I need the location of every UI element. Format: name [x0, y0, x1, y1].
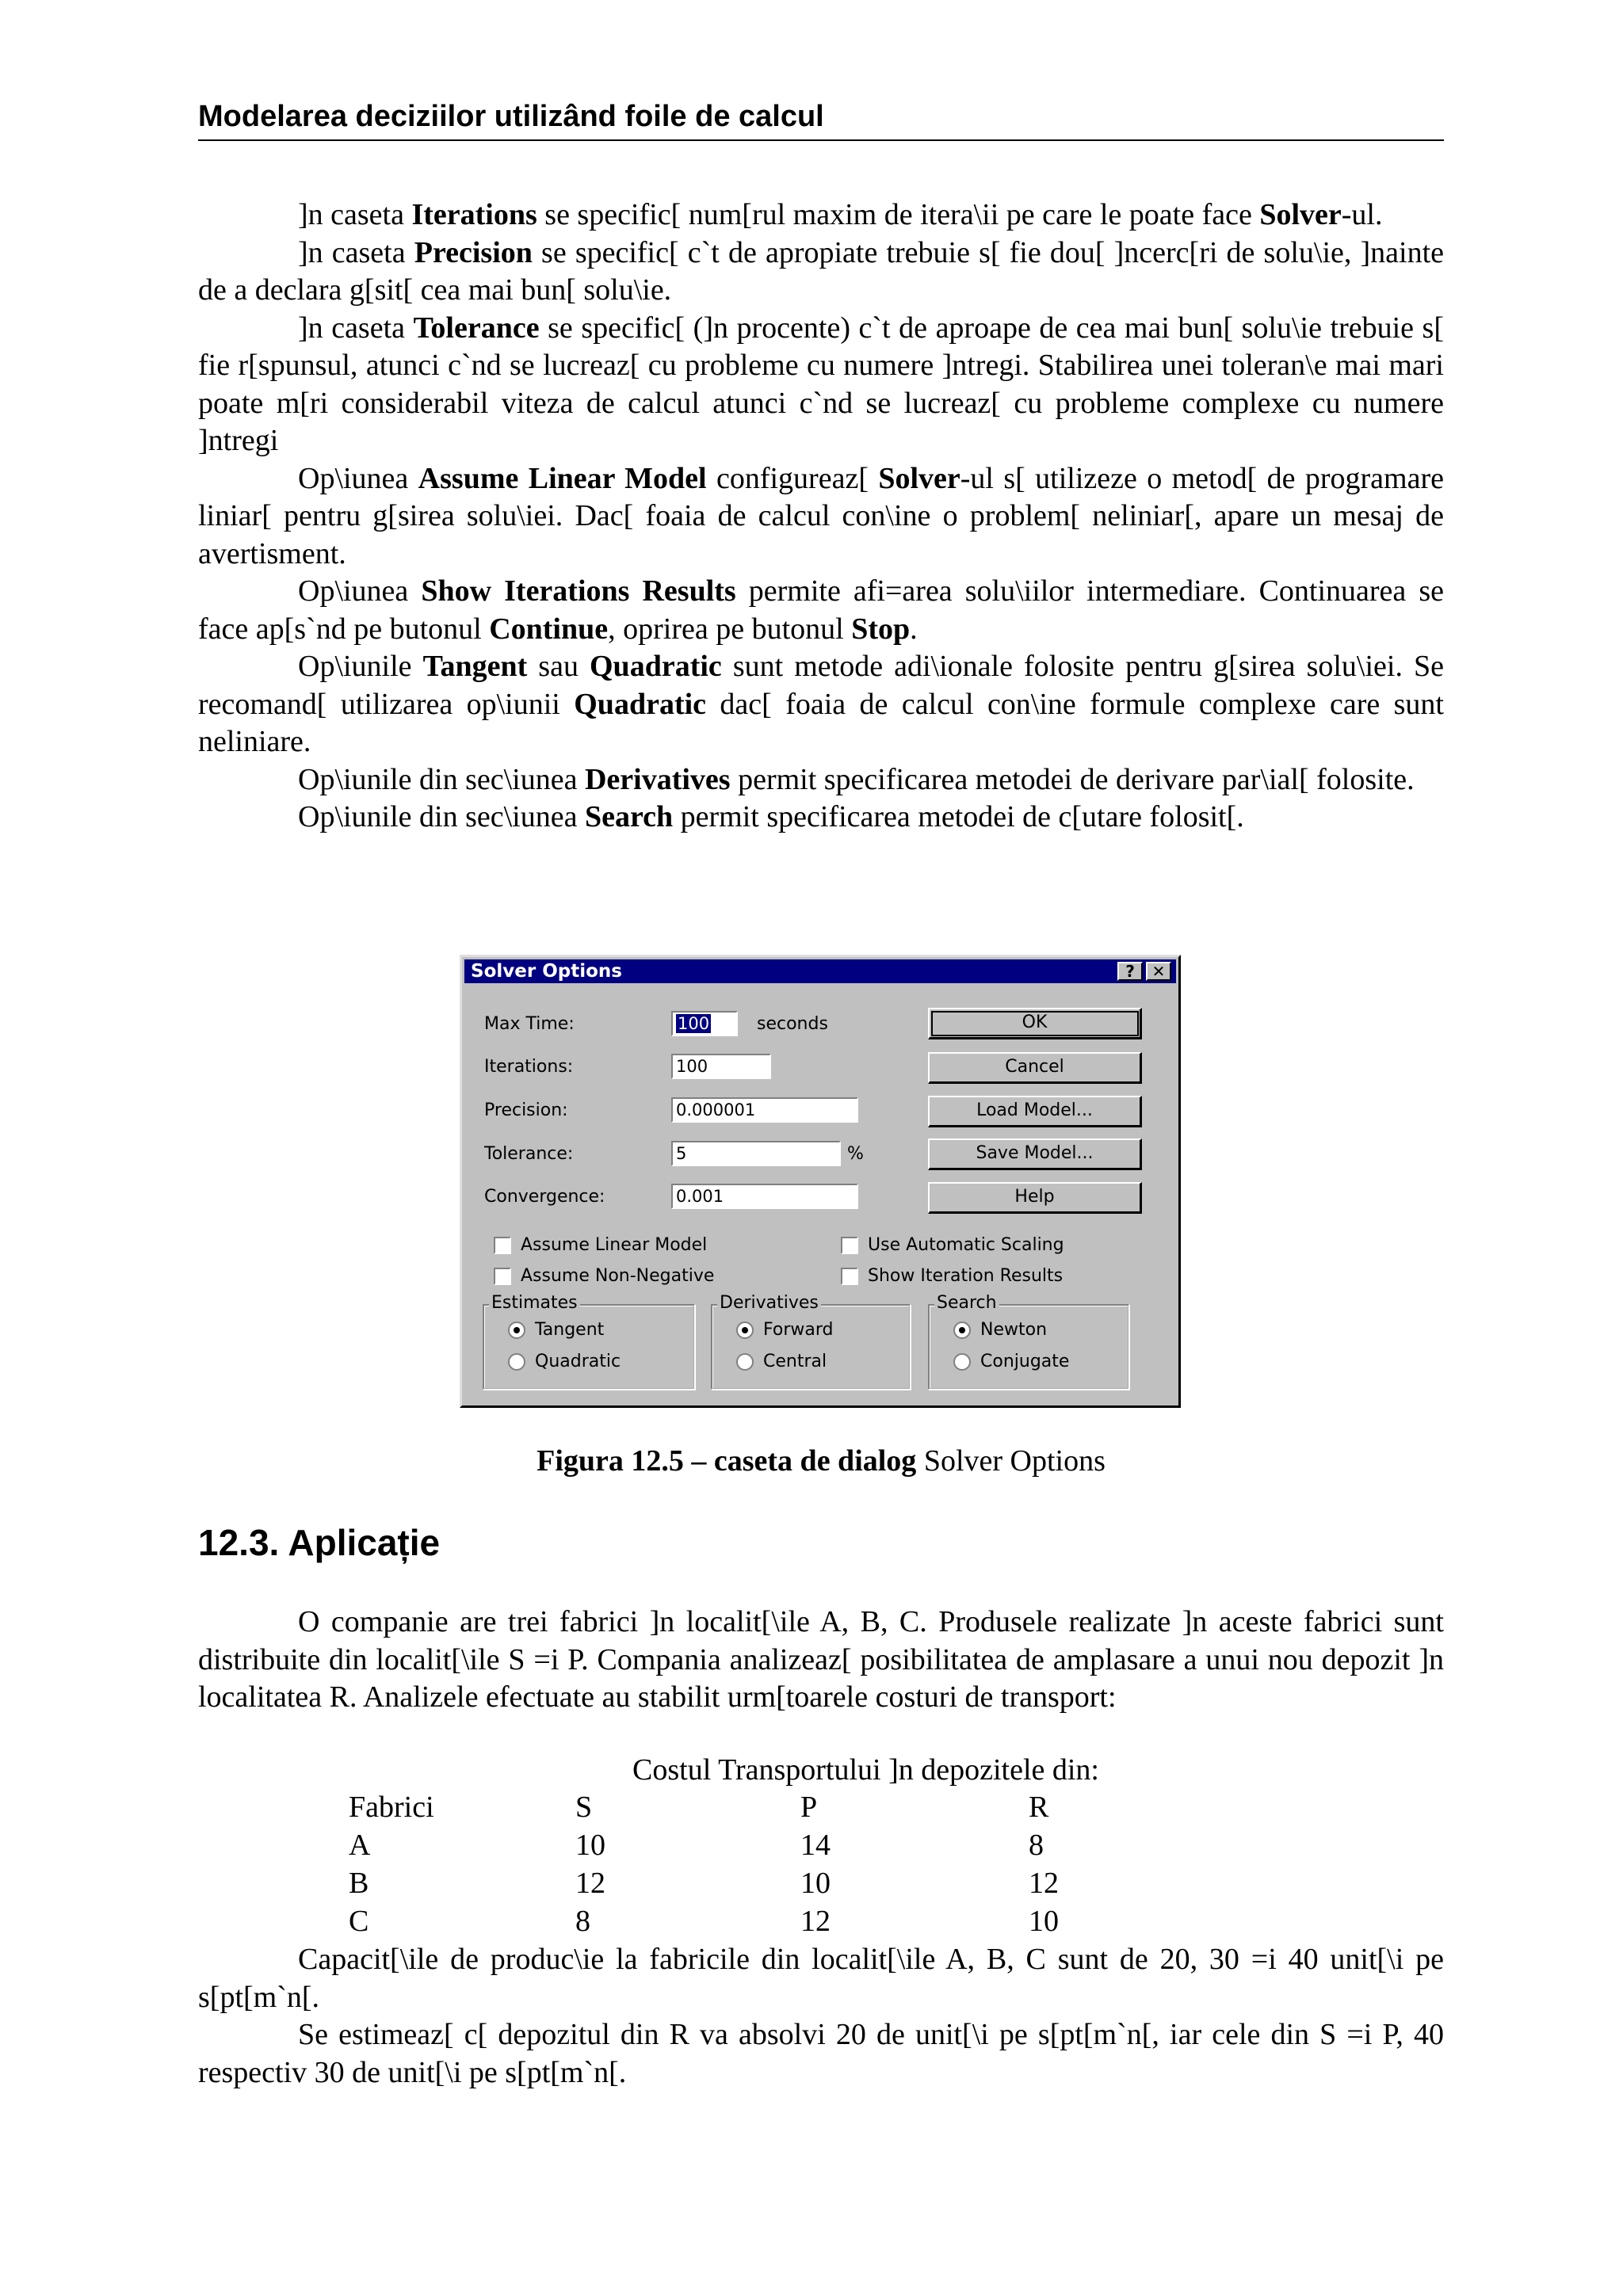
capacity-paragraph: Capacit[\ile de produc\ie la fabricile din localit[\ile A, B, C sunt de 20, 30 =i 40 unit[\i pe s[pt[m`n[. [198, 1943, 1444, 2014]
text-run: configureaz[ [706, 461, 879, 495]
bold-term: Stop [851, 612, 911, 646]
estimate-paragraph: Se estimeaz[ c[ depozitul din R va absolvi 20 de unit[\i pe s[pt[m`n[, iar cele din S =i P, 40 respectiv 30 de unit[\i pe s[pt[m`n[. [198, 2018, 1444, 2089]
text-run: sunt metode adi\ionale folosite pentru g[sirea solu\iei. Se recomand[ utilizarea op\iunii [198, 650, 1444, 721]
text-run: ]n caseta [298, 198, 412, 231]
section-heading: 12.3. Aplicație [198, 1522, 441, 1563]
precision-label: Precision: [484, 1100, 568, 1120]
table-title: Costul Transportului ]n depozitele din: [632, 1753, 1099, 1787]
newton-radio[interactable] [953, 1322, 971, 1339]
text-run: , oprirea pe butonul [608, 612, 852, 646]
conjugate-label: Conjugate [980, 1352, 1070, 1371]
assume-linear-label: Assume Linear Model [521, 1235, 708, 1255]
estimates-group [483, 1304, 695, 1390]
table-header-cell: R [1029, 1791, 1049, 1824]
forward-radio[interactable] [736, 1322, 754, 1339]
central-radio[interactable] [736, 1353, 754, 1371]
bold-term: Tangent [422, 650, 528, 683]
text-run: Op\iunile [298, 650, 423, 683]
table-header-cell: Fabrici [349, 1791, 434, 1824]
text-run: sau [527, 650, 590, 683]
table-cell: 12 [575, 1867, 605, 1900]
convergence-label: Convergence: [484, 1187, 605, 1207]
text-run: dac[ foaia de calcul con\ine formule complexe care sunt neliniare. [198, 687, 1444, 758]
max-time-value: 100 [678, 1014, 710, 1033]
running-header: Modelarea deciziilor utilizând foile de calcul [198, 100, 824, 133]
load-model-button[interactable]: Load Model... [928, 1096, 1142, 1127]
bold-term: Tolerance [413, 311, 540, 345]
application-intro: O companie are trei fabrici ]n localit[\ile A, B, C. Produsele realizate ]n aceste fabrici sunt distribuite din localit[\ile S =i P. Compania analizeaz[ posibilitatea de amplasare a unui nou depozit ]n localitatea R. Analizele efectuate au stabilit urm[toarele costuri de transport: [198, 1605, 1444, 1714]
auto-scaling-checkbox[interactable] [841, 1237, 858, 1254]
paragraph-show-iterations [198, 573, 1444, 648]
show-iteration-label: Show Iteration Results [868, 1266, 1064, 1286]
table-cell: 10 [575, 1829, 605, 1862]
estimates-legend: Estimates [489, 1293, 580, 1313]
text-run: permit specificarea metodei de c[utare folosit[. [673, 800, 1244, 833]
bold-term: Iterations [411, 198, 537, 231]
precision-input[interactable]: 0.000001 [671, 1097, 858, 1123]
paragraph-iterations [198, 196, 1444, 235]
auto-scaling-label: Use Automatic Scaling [868, 1235, 1064, 1255]
text-run: se specific[ (]n procente) c`t de aproape de cea mai bun[ solu\ie trebuie s[ fie r[spunsul, atunci c`nd se lucreaz[ cu probleme cu numere ]ntregi. Stabilirea unei toleran\e mai mari poate m[ri considerabil viteza de calcul atunci c`nd se lucreaz[ cu probleme complexe cu numere ]ntregi [198, 311, 1445, 457]
table-header-cell: S [575, 1791, 593, 1824]
derivatives-group [711, 1304, 911, 1390]
table-cell: 8 [1029, 1829, 1044, 1862]
bold-term: Continue [489, 612, 609, 646]
paragraph-precision [198, 235, 1444, 310]
text-run: se specific[ num[rul maxim de itera\ii pe care le poate face [537, 198, 1260, 231]
caption-bold: Figura 12.5 – caseta de dialog [537, 1444, 917, 1478]
text-run: ]n caseta [298, 311, 414, 345]
seconds-label: seconds [757, 1014, 828, 1034]
table-cell: A [349, 1829, 371, 1862]
text-run: permite afi=area solu\iilor intermediare. Continuarea se face ap[s`nd pe butonul [198, 574, 1445, 646]
text-run: ]n caseta [298, 235, 414, 269]
help-button[interactable]: Help [928, 1182, 1142, 1214]
caption-normal: Solver Options [916, 1444, 1106, 1478]
show-iteration-checkbox[interactable] [841, 1268, 858, 1285]
text-run: -ul. [1341, 198, 1383, 231]
bold-term: Derivatives [584, 762, 731, 796]
bold-term: Precision [414, 235, 533, 269]
bold-term: Show Iterations Results [421, 574, 736, 608]
body-text [198, 196, 1444, 837]
iterations-label: Iterations: [484, 1057, 574, 1077]
bold-term: Solver [878, 461, 960, 495]
paragraph-search [198, 799, 1444, 837]
cancel-button[interactable]: Cancel [928, 1052, 1142, 1084]
central-label: Central [763, 1352, 827, 1371]
save-model-button[interactable]: Save Model... [928, 1138, 1142, 1170]
table-cell: 10 [800, 1867, 831, 1900]
table-header-cell: P [800, 1791, 818, 1824]
assume-nonneg-label: Assume Non-Negative [521, 1266, 715, 1286]
figure-caption [198, 1444, 1444, 1478]
text-run: Op\iunile din sec\iunea [298, 762, 585, 796]
assume-linear-checkbox[interactable] [494, 1237, 511, 1254]
conjugate-radio[interactable] [953, 1353, 971, 1371]
derivatives-legend: Derivatives [717, 1293, 821, 1313]
table-cell: B [349, 1867, 369, 1900]
text-run: se specific[ c`t de apropiate trebuie s[ fie dou[ ]ncerc[ri de solu\ie, ]nainte de a declara g[sit[ cea mai bun[ solu\ie. [198, 235, 1444, 307]
forward-label: Forward [763, 1320, 834, 1340]
max-time-label: Max Time: [484, 1014, 575, 1034]
table-cell: C [349, 1905, 369, 1938]
tangent-radio[interactable] [508, 1322, 525, 1339]
newton-label: Newton [980, 1320, 1048, 1340]
assume-nonneg-checkbox[interactable] [494, 1268, 511, 1285]
quadratic-radio[interactable] [508, 1353, 525, 1371]
bold-term: Search [584, 800, 674, 833]
tangent-label: Tangent [535, 1320, 605, 1340]
ok-button[interactable]: OK [928, 1008, 1142, 1039]
text-run: -ul s[ utilizeze o metod[ de programare liniar[ pentru g[sirea solu\iei. Dac[ foaia de calcul con\ine o problem[ neliniar[, apare un mesaj de avertisment. [198, 461, 1444, 570]
text-run: . [910, 612, 918, 646]
bold-term: Quadratic [574, 687, 707, 721]
table-cell: 10 [1029, 1905, 1059, 1938]
header-rule [198, 139, 1444, 141]
text-run: Op\iunile din sec\iunea [298, 800, 585, 833]
help-icon[interactable]: ? [1117, 962, 1143, 981]
table-cell: 8 [575, 1905, 590, 1938]
bold-term: Solver [1259, 198, 1342, 231]
search-group [928, 1304, 1129, 1390]
search-legend: Search [934, 1293, 999, 1313]
application-text [198, 1604, 1444, 1717]
bold-term: Quadratic [590, 650, 722, 683]
iterations-input[interactable]: 100 [671, 1054, 771, 1079]
tolerance-input[interactable]: 5 [671, 1141, 841, 1166]
application-text-2 [198, 1941, 1444, 2092]
paragraph-tolerance [198, 310, 1444, 460]
max-time-input[interactable] [671, 1011, 738, 1036]
paragraph-derivatives [198, 761, 1444, 799]
close-icon[interactable]: ✕ [1146, 962, 1171, 981]
table-cell: 12 [1029, 1867, 1059, 1900]
bold-term: Assume Linear Model [418, 461, 707, 495]
text-run: Op\iunea [298, 574, 422, 608]
dialog-title: Solver Options [471, 961, 622, 982]
dialog-titlebar [464, 959, 1176, 983]
solver-options-dialog [460, 955, 1181, 1408]
table-cell: 14 [800, 1829, 831, 1862]
tolerance-label: Tolerance: [484, 1144, 574, 1164]
convergence-input[interactable]: 0.001 [671, 1184, 858, 1209]
text-run: permit specificarea metodei de derivare par\ial[ folosite. [730, 762, 1415, 796]
paragraph-linear-model [198, 460, 1444, 574]
percent-label: % [847, 1144, 864, 1164]
paragraph-tangent [198, 648, 1444, 761]
text-run: Op\iunea [298, 461, 418, 495]
table-cell: 12 [800, 1905, 831, 1938]
quadratic-label: Quadratic [535, 1352, 621, 1371]
